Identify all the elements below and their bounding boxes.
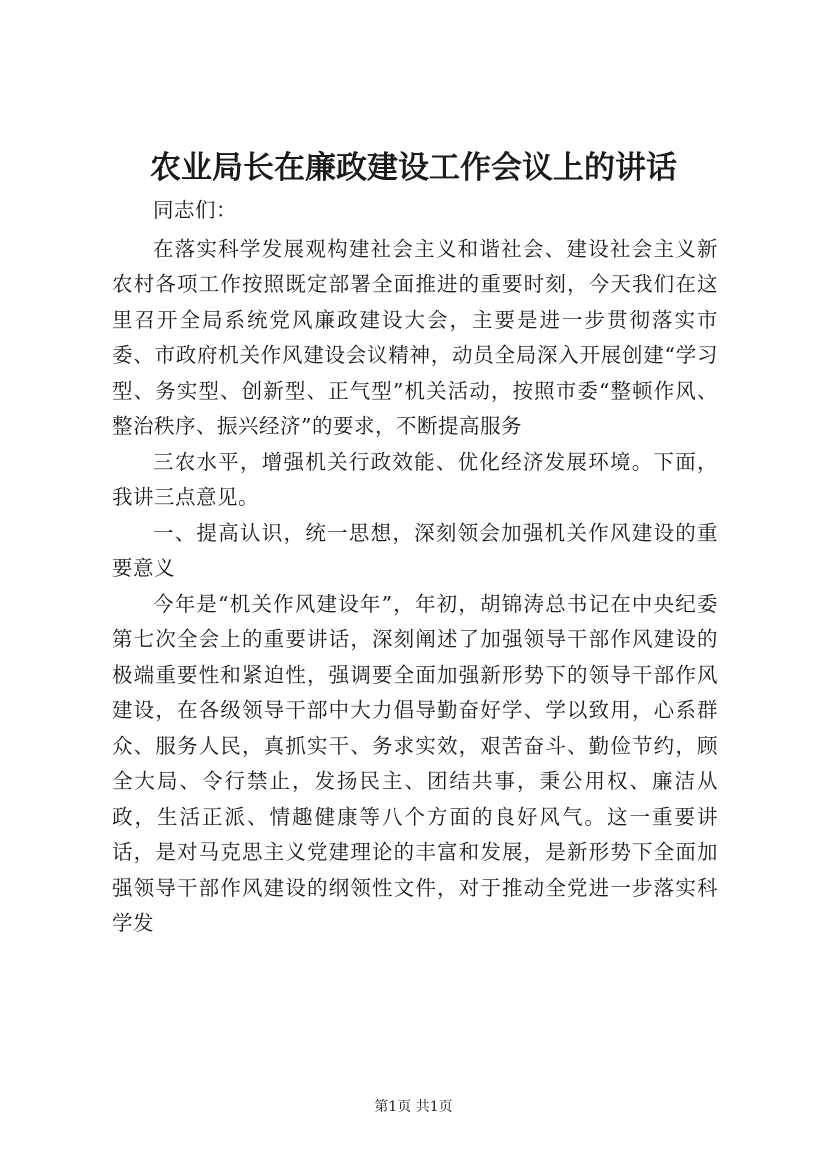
page-number-footer: 第1页 共1页	[374, 1099, 453, 1115]
section-heading-one: 一、提高认识，统一思想，深刻领会加强机关作风建设的重要意义	[112, 520, 718, 580]
paragraph-section-one: 今年是“机关作风建设年”，年初，胡锦涛总书记在中央纪委第七次全会上的重要讲话，深刻阐述了加强领导干部作风建设的极端重要性和紧迫性，强调要全面加强新形势下的领导干部作风建设，在各级领导干部中大力倡导勤奋好学、学以致用，心系群众、服务人民，真抓实干、务求实效，艰苦奋斗、勤俭节约，顾全大局、令行禁止，发扬民主、团结共事，秉公用权、廉洁从政，生活正派、情趣健康等八个方面的良好风气。这一重要讲话，是对马克思主义党建理论的丰富和发展，是新形势下全面加强领导干部作风建设的纲领性文件，对于推动全党进一步落实科学发	[112, 591, 718, 935]
document-title: 农业局长在廉政建设工作会议上的讲话	[150, 150, 677, 186]
paragraph-intro: 在落实科学发展观构建社会主义和谐社会、建设社会主义新农村各项工作按照既定部署全面推进的重要时刻，今天我们在这里召开全局系统党风廉政建设大会，主要是进一步贯彻落实市委、市政府机关作风建设会议精神，动员全局深入开展创建“学习型、务实型、创新型、正气型”机关活动，按照市委“整顿作风、整治秩序、振兴经济”的要求，不断提高服务	[112, 236, 718, 438]
document-body	[112, 193, 718, 942]
paragraph-continuation: 三农水平，增强机关行政效能、优化经济发展环境。下面，我讲三点意见。	[112, 449, 718, 509]
salutation: 同志们：	[153, 198, 237, 222]
